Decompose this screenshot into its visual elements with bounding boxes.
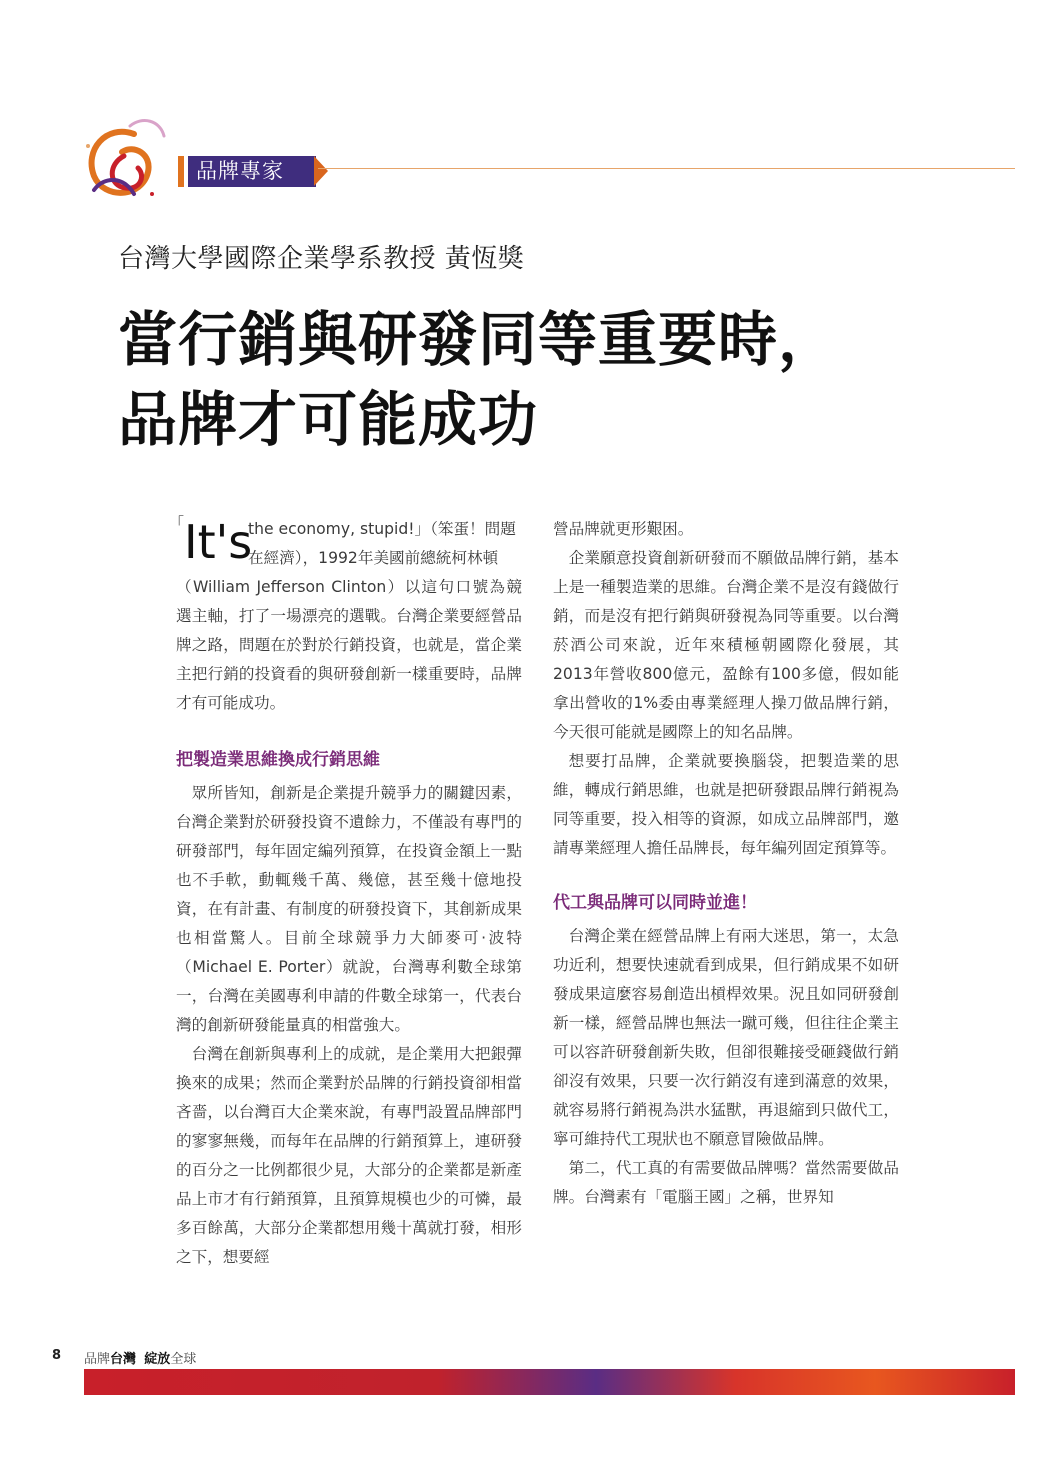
open-bracket: 「 <box>169 514 185 532</box>
pub-part-2: 台灣 <box>110 1352 137 1367</box>
title-line-2: 品牌才可能成功 <box>118 385 539 454</box>
section-heading-2: 代工與品牌可以同時並進！ <box>553 893 757 913</box>
section2-paragraph-2: 第二，代工真的有需要做品牌嗎？當然需要做品牌。台灣素有「電腦王國」之稱，世界知 <box>553 1159 899 1206</box>
intro-line-2: 在經濟），1992年美國前總統柯林頓 <box>248 549 499 567</box>
intro-dropcap-block <box>169 514 522 573</box>
tag-arrow-icon <box>314 156 328 186</box>
dropcap-letters: It's <box>184 515 253 569</box>
dropcap-text <box>248 515 522 573</box>
header-rule <box>318 168 1015 169</box>
title-line-1: 當行銷與研發同等重要時， <box>118 305 839 374</box>
section1-paragraph-1: 眾所皆知，創新是企業提升競爭力的關鍵因素，台灣企業對於研發投資不遺餘力，不僅設有專門的研發部門，每年固定編列預算，在投資金額上一點也不手軟，動輒幾千萬、幾億，甚至幾十億地投資，在有計畫、有制度的研發投資下，其創新成果也相當驚人。目前全球競爭力大師麥可·波特（Michael E. Porter）就說，台灣專利數全球第一，台灣在美國專利申請的件數全球第一，代表台灣的創新研發能量真的相當強大。 <box>176 784 522 1034</box>
author-byline: 台灣大學國際企業學系教授 黃恆獎 <box>118 244 525 274</box>
category-label: 品牌專家 <box>188 156 316 187</box>
publication-name <box>84 1348 196 1367</box>
brand-logo-icon <box>64 106 176 212</box>
right-paragraph-1: 企業願意投資創新研發而不願做品牌行銷，基本上是一種製造業的思維。台灣企業不是沒有錢做行銷，而是沒有把行銷與研發視為同等重要。以台灣菸酒公司來說，近年來積極朝國際化發展，其2013年營收800億元，盈餘有100多億，假如能拿出營收的1%委由專業經理人操刀做品牌行銷，今天很可能就是國際上的知名品牌。 <box>553 549 899 741</box>
intro-line-1: the economy, stupid!」（笨蛋！問題 <box>248 520 516 538</box>
tag-accent <box>178 156 184 187</box>
section2-paragraph-1: 台灣企業在經營品牌上有兩大迷思，第一，太急功近利，想要快速就看到成果，但行銷成果不如研發成果這麼容易創造出槓桿效果。況且如同研發創新一樣，經營品牌也無法一蹴可幾，但往往企業主可以容許研發創新失敗，但卻很難接受砸錢做行銷卻沒有效果，只要一次行銷沒有達到滿意的效果，就容易將行銷視為洪水猛獸，再退縮到只做代工，寧可維持代工現狀也不願意冒險做品牌。 <box>553 927 899 1148</box>
right-column <box>553 515 899 1212</box>
intro-paragraph: （William Jefferson Clinton）以這句口號為競選主軸，打了一場漂亮的選戰。台灣企業要經營品牌之路，問題在於對於行銷投資，也就是，當企業主把行銷的投資看的與研發創新一樣重要時，品牌才有可能成功。 <box>176 578 522 712</box>
right-paragraph-2: 想要打品牌，企業就要換腦袋，把製造業的思維，轉成行銷思維，也就是把研發跟品牌行銷視為同等重要，投入相等的資源，如成立品牌部門，邀請專業經理人擔任品牌長，每年編列固定預算等。 <box>553 752 899 857</box>
section-heading-1: 把製造業思維換成行銷思維 <box>176 750 380 770</box>
pub-part-1: 品牌 <box>84 1352 111 1367</box>
section1-paragraph-2: 台灣在創新與專利上的成就，是企業用大把銀彈換來的成果；然而企業對於品牌的行銷投資卻相當吝嗇，以台灣百大企業來說，有專門設置品牌部門的寥寥無幾，而每年在品牌的行銷預算上，連研發的百分之一比例都很少見，大部分的企業都是新產品上市才有行銷預算，且預算規模也少的可憐，最多百餘萬，大部分企業都想用幾十萬就打發，相形之下，想要經 <box>176 1045 522 1266</box>
pub-part-3: 綻放 <box>144 1352 171 1367</box>
dropcap <box>169 513 252 571</box>
right-paragraph-0: 營品牌就更形艱困。 <box>553 520 694 538</box>
footer-color-band <box>84 1369 1015 1395</box>
pub-part-4: 全球 <box>170 1352 197 1367</box>
left-column <box>169 514 522 1272</box>
article-title <box>118 300 838 460</box>
page-number: 8 <box>52 1348 62 1363</box>
